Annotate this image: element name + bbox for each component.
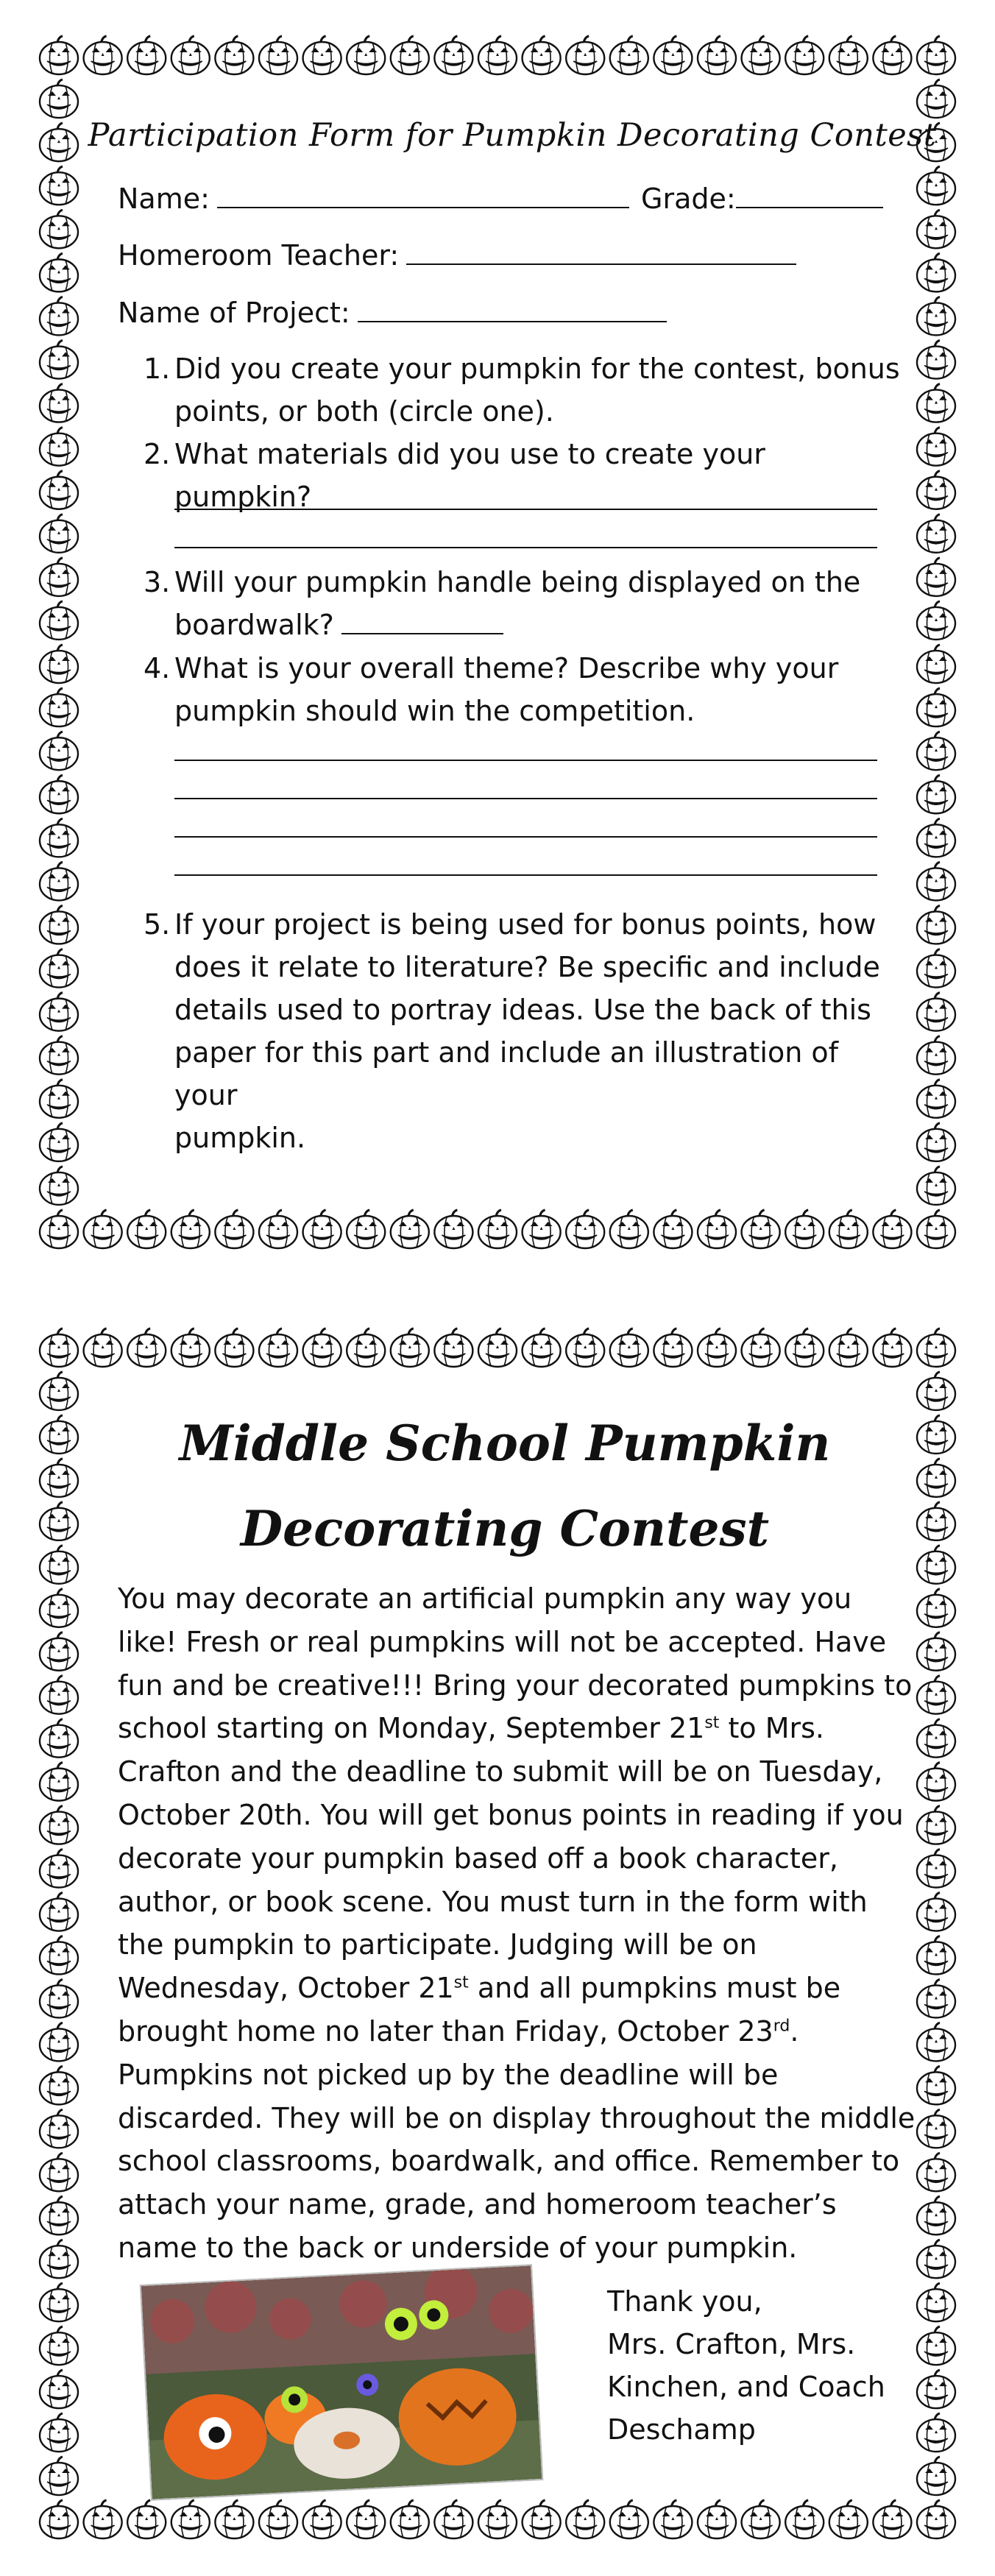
jack-o-lantern-icon — [917, 36, 955, 74]
jack-o-lantern-icon — [40, 1167, 78, 1205]
jack-o-lantern-icon — [40, 1936, 78, 1974]
jack-o-lantern-icon — [917, 862, 955, 900]
jack-o-lantern-icon — [40, 1806, 78, 1844]
jack-o-lantern-icon — [347, 2500, 385, 2538]
homeroom-row — [118, 238, 799, 273]
jack-o-lantern-icon — [40, 166, 78, 205]
jack-o-lantern-icon — [917, 2457, 955, 2495]
jack-o-lantern-icon — [303, 1210, 341, 1248]
jack-o-lantern-icon — [40, 1328, 78, 1367]
jack-o-lantern-icon — [215, 1328, 253, 1367]
jack-o-lantern-icon — [40, 1632, 78, 1671]
jack-o-lantern-icon — [917, 1080, 955, 1118]
flyer-title-line-2: Decorating Contest — [240, 1500, 770, 1557]
jack-o-lantern-icon — [698, 36, 736, 74]
jack-o-lantern-icon — [391, 1210, 429, 1248]
name-label: Name: — [118, 183, 210, 215]
jack-o-lantern-icon — [40, 1763, 78, 1801]
jack-o-lantern-icon — [40, 2109, 78, 2148]
jack-o-lantern-icon — [917, 732, 955, 770]
jack-o-lantern-icon — [40, 558, 78, 596]
jack-o-lantern-icon — [40, 1036, 78, 1075]
jack-o-lantern-icon — [40, 645, 78, 683]
jack-o-lantern-icon — [259, 36, 297, 74]
project-row — [118, 296, 670, 330]
jack-o-lantern-icon — [873, 1210, 911, 1248]
jack-o-lantern-icon — [259, 1210, 297, 1248]
jack-o-lantern-icon — [40, 1123, 78, 1161]
jack-o-lantern-icon — [40, 2023, 78, 2061]
jack-o-lantern-icon — [829, 1328, 868, 1367]
jack-o-lantern-icon — [84, 2500, 122, 2538]
jack-o-lantern-icon — [40, 1210, 78, 1248]
jack-o-lantern-icon — [917, 775, 955, 813]
name-grade-row — [118, 182, 886, 216]
form-title: Participation Form for Pumpkin Decorating Contest — [88, 117, 937, 154]
jack-o-lantern-icon — [917, 2153, 955, 2191]
jack-o-lantern-icon — [347, 36, 385, 74]
jack-o-lantern-icon — [171, 36, 210, 74]
jack-o-lantern-icon — [40, 2153, 78, 2191]
jack-o-lantern-icon — [917, 1893, 955, 1931]
jack-o-lantern-icon — [303, 2500, 341, 2538]
jack-o-lantern-icon — [785, 2500, 824, 2538]
jack-o-lantern-icon — [917, 1719, 955, 1758]
jack-o-lantern-icon — [40, 601, 78, 640]
jack-o-lantern-icon — [917, 2196, 955, 2234]
jack-o-lantern-icon — [434, 36, 472, 74]
jack-o-lantern-icon — [40, 1850, 78, 1888]
jack-o-lantern-icon — [215, 1210, 253, 1248]
jack-o-lantern-icon — [917, 2370, 955, 2408]
jack-o-lantern-icon — [40, 1080, 78, 1118]
jack-o-lantern-icon — [917, 166, 955, 205]
jack-o-lantern-icon — [40, 2370, 78, 2408]
jack-o-lantern-icon — [917, 1123, 955, 1161]
jack-o-lantern-icon — [40, 341, 78, 379]
jack-o-lantern-icon — [40, 428, 78, 466]
jack-o-lantern-icon — [259, 2500, 297, 2538]
jack-o-lantern-icon — [873, 2500, 911, 2538]
jack-o-lantern-icon — [127, 36, 166, 74]
grade-blank[interactable] — [736, 182, 883, 208]
jack-o-lantern-icon — [40, 2457, 78, 2495]
answer-line[interactable] — [174, 760, 877, 761]
jack-o-lantern-icon — [391, 2500, 429, 2538]
jack-o-lantern-icon — [654, 2500, 692, 2538]
answer-blank[interactable] — [341, 608, 503, 634]
jack-o-lantern-icon — [873, 36, 911, 74]
jack-o-lantern-icon — [215, 36, 253, 74]
jack-o-lantern-icon — [40, 949, 78, 988]
jack-o-lantern-icon — [523, 1328, 561, 1367]
jack-o-lantern-icon — [742, 1210, 780, 1248]
jack-o-lantern-icon — [40, 775, 78, 813]
jack-o-lantern-icon — [40, 1589, 78, 1627]
jack-o-lantern-icon — [917, 949, 955, 988]
jack-o-lantern-icon — [566, 2500, 604, 2538]
jack-o-lantern-icon — [40, 210, 78, 248]
flyer-body: You may decorate an artificial pumpkin any way you like! Fresh or real pumpkins will not be accepted. Have fun and be creative!!! Bring your decorated pumpkins to school starting on Monday, September 21st to Mrs. Crafton and the deadline to submit will be on Tuesday, October 20th. You will get bonus points in reading if you decorate your pumpkin based off a book character, author, or book scene. You must turn in the form with the pumpkin to participate. Judging will be on Wednesday, October 21st and all pumpkins must be brought home no later than Friday, October 23rd. Pumpkins not picked up by the deadline will be discarded. They will be on display throughout the middle school classrooms, boardwalk, and office. Remember to attach your name, grade, and homeroom teacher’s name to the back or underside of your pumpkin. — [118, 1582, 916, 2264]
jack-o-lantern-icon — [478, 2500, 517, 2538]
jack-o-lantern-icon — [698, 1210, 736, 1248]
jack-o-lantern-icon — [829, 1210, 868, 1248]
pumpkin-photo — [140, 2264, 544, 2501]
jack-o-lantern-icon — [917, 2023, 955, 2061]
question-4: 4. What is your overall theme? Describe why your pumpkin should win the competition. — [144, 647, 909, 732]
jack-o-lantern-icon — [742, 36, 780, 74]
jack-o-lantern-icon — [917, 384, 955, 422]
jack-o-lantern-icon — [917, 1167, 955, 1205]
jack-o-lantern-icon — [40, 2240, 78, 2278]
answer-line[interactable] — [174, 547, 877, 548]
signoff: Thank you, Mrs. Crafton, Mrs. Kinchen, and Coach Deschamp — [607, 2285, 885, 2446]
jack-o-lantern-icon — [40, 1893, 78, 1931]
jack-o-lantern-icon — [654, 1328, 692, 1367]
jack-o-lantern-icon — [917, 905, 955, 944]
jack-o-lantern-icon — [40, 471, 78, 509]
jack-o-lantern-icon — [917, 2413, 955, 2452]
jack-o-lantern-icon — [610, 2500, 648, 2538]
jack-o-lantern-icon — [434, 1328, 472, 1367]
jack-o-lantern-icon — [478, 36, 517, 74]
jack-o-lantern-icon — [347, 1328, 385, 1367]
jack-o-lantern-icon — [698, 2500, 736, 2538]
jack-o-lantern-icon — [566, 1328, 604, 1367]
jack-o-lantern-icon — [917, 79, 955, 118]
jack-o-lantern-icon — [40, 732, 78, 770]
jack-o-lantern-icon — [171, 1328, 210, 1367]
participation-form — [40, 38, 955, 1249]
jack-o-lantern-icon — [347, 1210, 385, 1248]
jack-o-lantern-icon — [917, 1589, 955, 1627]
jack-o-lantern-icon — [523, 36, 561, 74]
jack-o-lantern-icon — [829, 2500, 868, 2538]
jack-o-lantern-icon — [127, 2500, 166, 2538]
jack-o-lantern-icon — [917, 341, 955, 379]
jack-o-lantern-icon — [40, 2326, 78, 2365]
answer-line[interactable] — [174, 874, 877, 876]
jack-o-lantern-icon — [917, 1210, 955, 1248]
jack-o-lantern-icon — [434, 1210, 472, 1248]
jack-o-lantern-icon — [610, 36, 648, 74]
jack-o-lantern-icon — [917, 471, 955, 509]
answer-line[interactable] — [174, 836, 877, 838]
jack-o-lantern-icon — [917, 645, 955, 683]
jack-o-lantern-icon — [40, 905, 78, 944]
jack-o-lantern-icon — [40, 297, 78, 335]
jack-o-lantern-icon — [478, 1328, 517, 1367]
jack-o-lantern-icon — [391, 36, 429, 74]
question-2: 2. What materials did you use to create your pumpkin? — [144, 433, 909, 518]
jack-o-lantern-icon — [127, 1210, 166, 1248]
jack-o-lantern-icon — [40, 514, 78, 553]
jack-o-lantern-icon — [303, 1328, 341, 1367]
jack-o-lantern-icon — [40, 2283, 78, 2321]
jack-o-lantern-icon — [40, 384, 78, 422]
jack-o-lantern-icon — [127, 1328, 166, 1367]
jack-o-lantern-icon — [40, 2500, 78, 2538]
jack-o-lantern-icon — [917, 1806, 955, 1844]
question-5: 5. If your project is being used for bonus points, how does it relate to literature? Be specific and include details used to portray ideas. Use the back of this paper for this part and include an illustration of your pumpkin. — [144, 908, 880, 1154]
jack-o-lantern-icon — [40, 993, 78, 1031]
question-3: 3. Will your pumpkin handle being displayed on the boardwalk? — [144, 566, 861, 641]
homeroom-label: Homeroom Teacher: — [118, 239, 400, 272]
jack-o-lantern-icon — [742, 2500, 780, 2538]
jack-o-lantern-icon — [785, 1328, 824, 1367]
jack-o-lantern-icon — [917, 1676, 955, 1714]
jack-o-lantern-icon — [391, 1328, 429, 1367]
jack-o-lantern-icon — [434, 2500, 472, 2538]
jack-o-lantern-icon — [917, 1328, 955, 1367]
jack-o-lantern-icon — [654, 36, 692, 74]
jack-o-lantern-icon — [917, 2240, 955, 2278]
jack-o-lantern-icon — [785, 36, 824, 74]
jack-o-lantern-icon — [917, 688, 955, 726]
name-blank[interactable] — [217, 182, 629, 208]
jack-o-lantern-icon — [610, 1328, 648, 1367]
project-blank[interactable] — [358, 296, 667, 322]
jack-o-lantern-icon — [829, 36, 868, 74]
answer-line[interactable] — [174, 509, 877, 510]
jack-o-lantern-icon — [523, 2500, 561, 2538]
jack-o-lantern-icon — [917, 1850, 955, 1888]
jack-o-lantern-icon — [917, 297, 955, 335]
jack-o-lantern-icon — [917, 1936, 955, 1974]
jack-o-lantern-icon — [917, 1763, 955, 1801]
jack-o-lantern-icon — [654, 1210, 692, 1248]
jack-o-lantern-icon — [917, 514, 955, 553]
jack-o-lantern-icon — [566, 1210, 604, 1248]
jack-o-lantern-icon — [917, 993, 955, 1031]
jack-o-lantern-icon — [523, 1210, 561, 1248]
jack-o-lantern-icon — [917, 2326, 955, 2365]
jack-o-lantern-icon — [40, 688, 78, 726]
jack-o-lantern-icon — [84, 1210, 122, 1248]
flyer-title-line-1: Middle School Pumpkin — [179, 1415, 831, 1472]
jack-o-lantern-icon — [40, 862, 78, 900]
jack-o-lantern-icon — [40, 253, 78, 291]
homeroom-blank[interactable] — [406, 238, 796, 265]
jack-o-lantern-icon — [742, 1328, 780, 1367]
grade-label: Grade: — [641, 183, 736, 215]
question-1: 1. Did you create your pumpkin for the contest, bonus points, or both (circle one). — [144, 353, 900, 428]
contest-flyer — [40, 1331, 955, 2539]
jack-o-lantern-icon — [259, 1328, 297, 1367]
jack-o-lantern-icon — [917, 1979, 955, 2017]
jack-o-lantern-icon — [917, 428, 955, 466]
jack-o-lantern-icon — [873, 1328, 911, 1367]
jack-o-lantern-icon — [917, 1036, 955, 1075]
jack-o-lantern-icon — [698, 1328, 736, 1367]
jack-o-lantern-icon — [215, 2500, 253, 2538]
jack-o-lantern-icon — [171, 2500, 210, 2538]
jack-o-lantern-icon — [478, 1210, 517, 1248]
jack-o-lantern-icon — [40, 2066, 78, 2104]
jack-o-lantern-icon — [917, 601, 955, 640]
jack-o-lantern-icon — [917, 818, 955, 857]
project-label: Name of Project: — [118, 297, 350, 329]
jack-o-lantern-icon — [40, 36, 78, 74]
jack-o-lantern-icon — [917, 2109, 955, 2148]
jack-o-lantern-icon — [40, 2413, 78, 2452]
jack-o-lantern-icon — [171, 1210, 210, 1248]
answer-line[interactable] — [174, 798, 877, 799]
jack-o-lantern-icon — [40, 1676, 78, 1714]
jack-o-lantern-icon — [917, 253, 955, 291]
jack-o-lantern-icon — [917, 2283, 955, 2321]
jack-o-lantern-icon — [917, 2066, 955, 2104]
jack-o-lantern-icon — [40, 79, 78, 118]
jack-o-lantern-icon — [610, 1210, 648, 1248]
jack-o-lantern-icon — [917, 1632, 955, 1671]
jack-o-lantern-icon — [40, 2196, 78, 2234]
jack-o-lantern-icon — [785, 1210, 824, 1248]
jack-o-lantern-icon — [84, 36, 122, 74]
jack-o-lantern-icon — [40, 818, 78, 857]
jack-o-lantern-icon — [84, 1328, 122, 1367]
jack-o-lantern-icon — [566, 36, 604, 74]
jack-o-lantern-icon — [303, 36, 341, 74]
jack-o-lantern-icon — [40, 1719, 78, 1758]
jack-o-lantern-icon — [917, 2500, 955, 2538]
jack-o-lantern-icon — [40, 1979, 78, 2017]
jack-o-lantern-icon — [917, 210, 955, 248]
jack-o-lantern-icon — [917, 558, 955, 596]
